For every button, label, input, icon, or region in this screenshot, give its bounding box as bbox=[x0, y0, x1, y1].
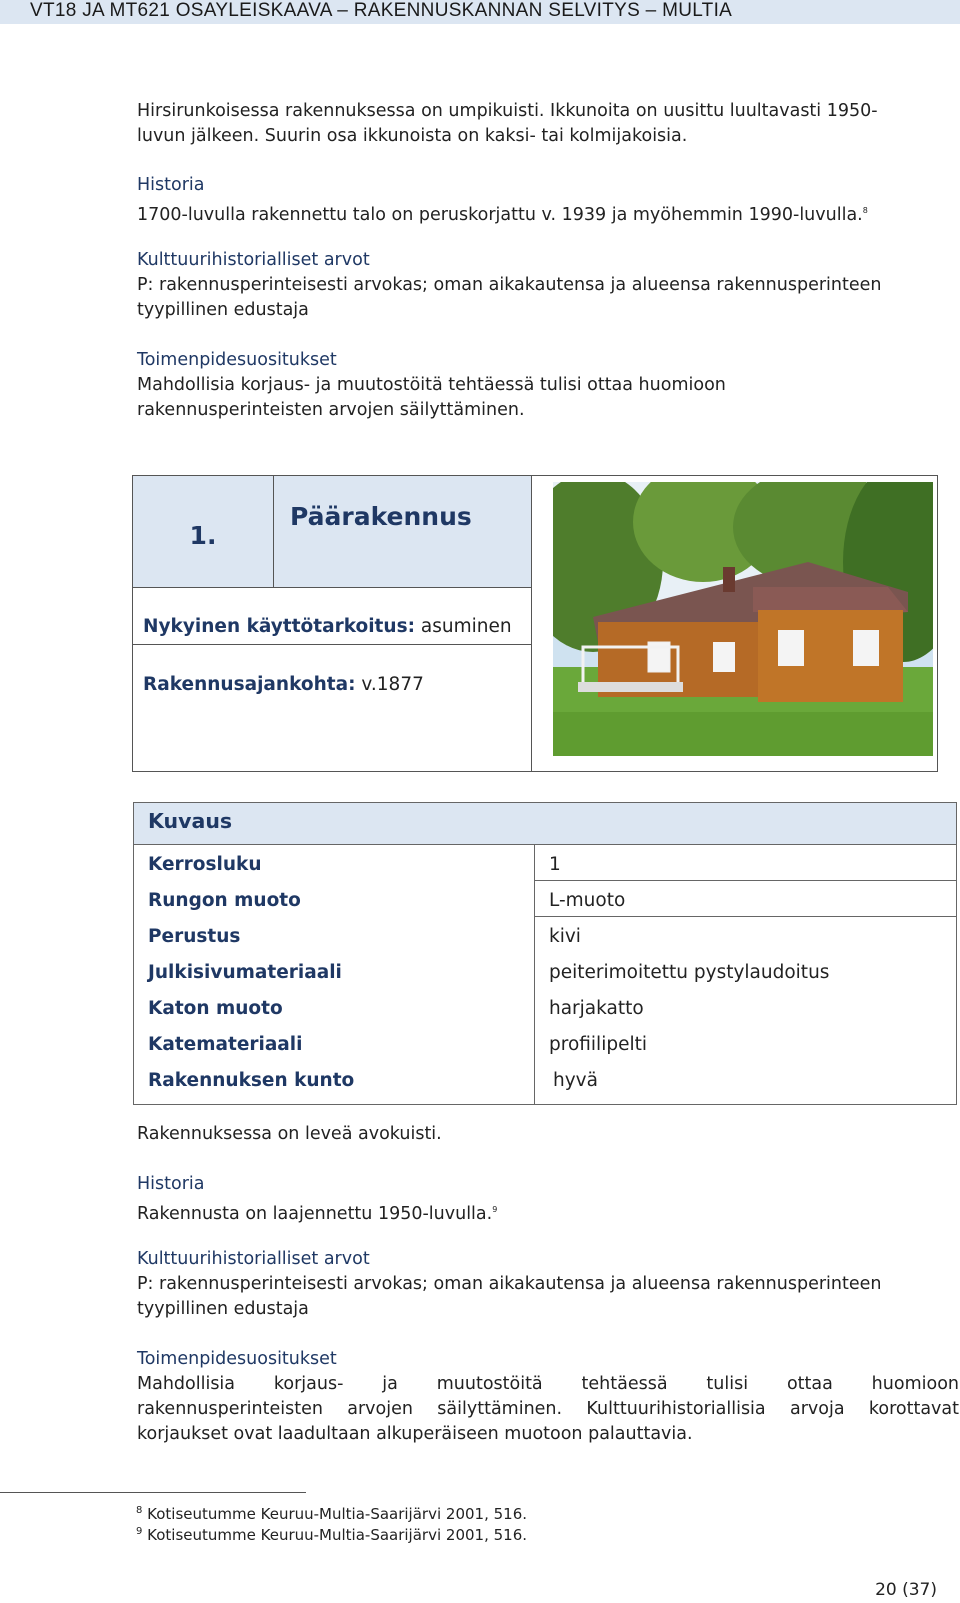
label-julkisivumateriaali: Julkisivumateriaali bbox=[148, 962, 342, 983]
value-kerrosluku: 1 bbox=[535, 845, 956, 881]
description-heading: Kuvaus bbox=[134, 803, 957, 845]
footnote-ref-8[interactable]: 8 bbox=[862, 206, 868, 215]
toimet-heading-2: Toimenpidesuositukset bbox=[137, 1349, 337, 1369]
current-use-value: asuminen bbox=[420, 616, 512, 637]
toimet-heading: Toimenpidesuositukset bbox=[137, 350, 337, 370]
build-date-value: v.1877 bbox=[361, 674, 424, 695]
value-perustus: kivi bbox=[549, 926, 581, 947]
build-date bbox=[133, 645, 532, 771]
historia-heading: Historia bbox=[137, 175, 205, 195]
page-number: 20 (37) bbox=[875, 1580, 937, 1600]
building-title: Päärakennus bbox=[274, 476, 532, 588]
arvot-line-1: P: rakennusperinteisesti arvokas; oman aikakautensa ja alueensa rakennusperinteen bbox=[137, 275, 882, 295]
build-date-label: Rakennusajankohta: bbox=[143, 674, 356, 695]
toimet-line-1: Mahdollisia korjaus- ja muutostöitä tehtäessä tulisi ottaa huomioon bbox=[137, 375, 726, 395]
historia-text: 1700-luvulla rakennettu talo on peruskorjattu v. 1939 ja myöhemmin 1990-luvulla.$^8$ bbox=[137, 204, 868, 225]
historia-heading-2: Historia bbox=[137, 1174, 205, 1194]
value-julkisivumateriaali: peiterimoitettu pystylaudoitus bbox=[549, 962, 830, 983]
intro-line-2: luvun jälkeen. Suurin osa ikkunoista on kaksi- tai kolmijakoisia. bbox=[137, 126, 688, 146]
footnote-ref-9[interactable]: 9 bbox=[492, 1205, 498, 1214]
current-use-label: Nykyinen käyttötarkoitus: bbox=[143, 616, 415, 637]
value-rungon-muoto: L-muoto bbox=[535, 881, 956, 917]
value-katon-muoto: harjakatto bbox=[549, 998, 644, 1019]
toimet-line-1-2: Mahdollisia korjaus- ja muutostöitä tehtäessä tulisi ottaa huomioon bbox=[137, 1374, 959, 1394]
arvot-line-1-2: P: rakennusperinteisesti arvokas; oman aikakautensa ja alueensa rakennusperinteen bbox=[137, 1274, 882, 1294]
toimet-line-2-2: rakennusperinteisten arvojen säilyttäminen. Kulttuurihistoriallisia arvoja korottavat bbox=[137, 1399, 959, 1419]
label-rakennuksen-kunto: Rakennuksen kunto bbox=[148, 1070, 355, 1091]
label-katemateriaali: Katemateriaali bbox=[148, 1034, 303, 1055]
value-katemateriaali: profiilipelti bbox=[549, 1034, 647, 1055]
historia-text-2: Rakennusta on laajennettu 1950-luvulla.$^9$ bbox=[137, 1203, 498, 1224]
label-rungon-muoto: Rungon muoto bbox=[148, 890, 301, 911]
footnote-9: $^9$ Kotiseutumme Keuruu-Multia-Saarijärvi 2001, 516. bbox=[136, 1526, 528, 1544]
intro-line-1: Hirsirunkoisessa rakennuksessa on umpikuisti. Ikkunoita on uusittu luultavasti 1950- bbox=[137, 101, 878, 121]
footnote-separator bbox=[0, 1492, 306, 1493]
toimet-line-2: rakennusperinteisten arvojen säilyttäminen. bbox=[137, 400, 525, 420]
property-labels bbox=[134, 845, 535, 1105]
label-kerrosluku: Kerrosluku bbox=[148, 854, 262, 875]
arvot-line-2-2: tyypillinen edustaja bbox=[137, 1299, 309, 1319]
footnote-8: $^8$ Kotiseutumme Keuruu-Multia-Saarijärvi 2001, 516. bbox=[136, 1505, 528, 1523]
kuisti-text: Rakennuksessa on leveä avokuisti. bbox=[137, 1124, 442, 1144]
arvot-heading-2: Kulttuurihistorialliset arvot bbox=[137, 1249, 370, 1269]
arvot-line-2: tyypillinen edustaja bbox=[137, 300, 309, 320]
value-rakennuksen-kunto: hyvä bbox=[553, 1070, 598, 1091]
house-illustration bbox=[553, 482, 933, 756]
current-use bbox=[133, 588, 532, 645]
label-perustus: Perustus bbox=[148, 926, 241, 947]
toimet-line-3-2: korjaukset ovat laadultaan alkuperäiseen muotoon palauttavia. bbox=[137, 1424, 693, 1444]
page-header: VT18 JA MT621 OSAYLEISKAAVA – RAKENNUSKANNAN SELVITYS – MULTIA bbox=[0, 0, 960, 24]
property-values bbox=[535, 845, 957, 1105]
building-photo bbox=[553, 482, 933, 756]
building-number: 1. bbox=[133, 476, 274, 588]
description-table bbox=[133, 802, 957, 1105]
label-katon-muoto: Katon muoto bbox=[148, 998, 283, 1019]
arvot-heading: Kulttuurihistorialliset arvot bbox=[137, 250, 370, 270]
